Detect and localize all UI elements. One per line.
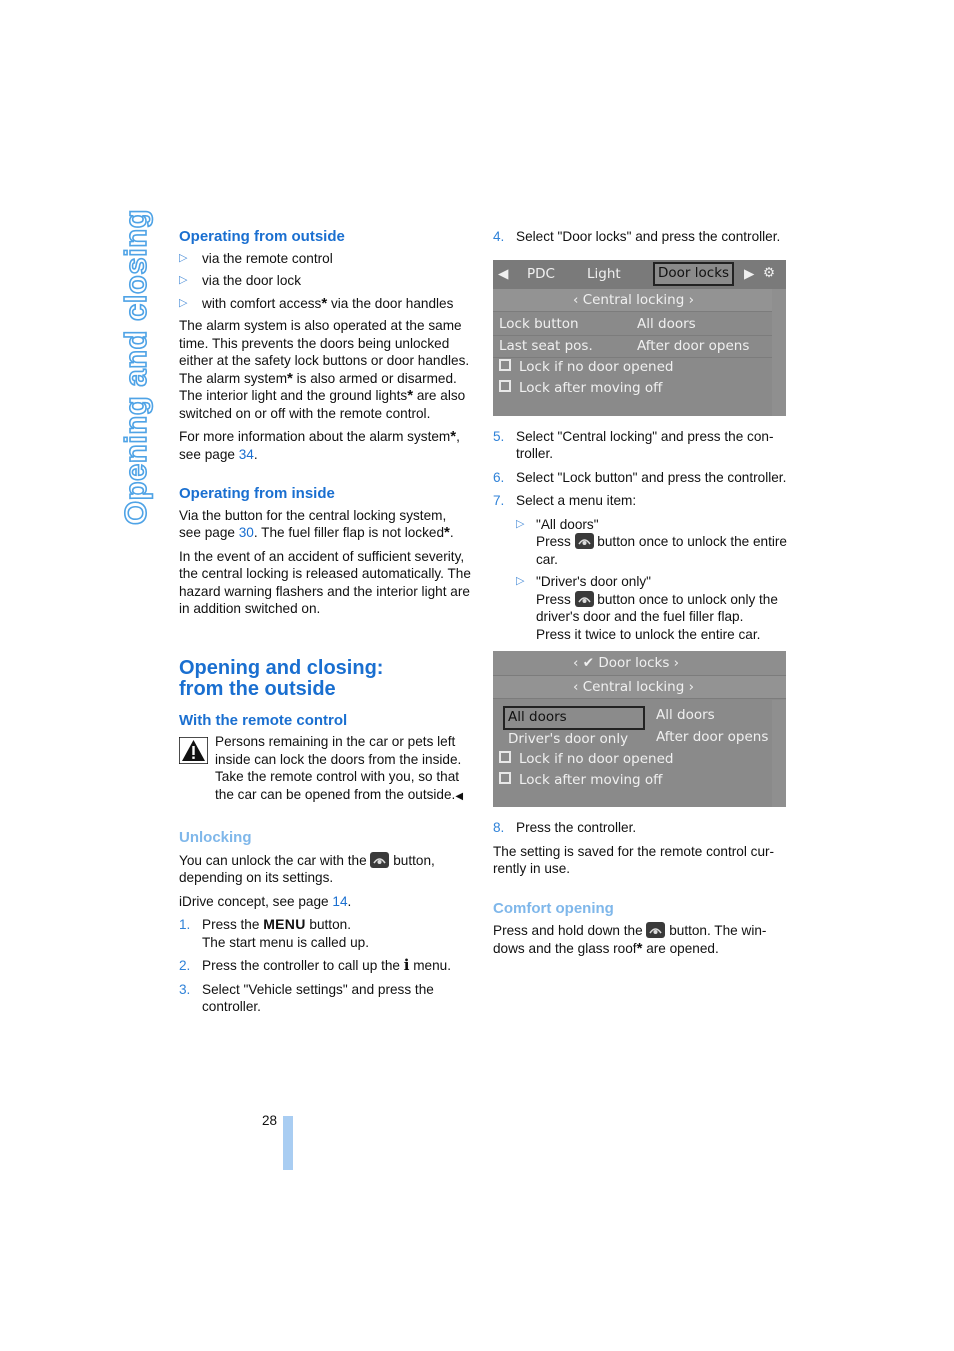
end-mark-icon: ◀: [455, 790, 464, 802]
screen-row[interactable]: Lock button All doors: [493, 313, 786, 336]
unlock-key-icon: [575, 533, 594, 549]
screen-scrollbar: [772, 289, 786, 416]
screen-scrollbar: [772, 700, 786, 807]
idrive-paragraph: iDrive concept, see page 14.: [179, 893, 352, 909]
step-item: 8. Press the controller.: [493, 820, 637, 835]
alarm-paragraph: The alarm system is also operated at the same time. This prevents the doors being unlocked either at the safety lock buttons or door handles. The alarm system* is also armed or disarmed. The interior light and the ground lights* are also switched on or off with the remote control.: [179, 318, 470, 421]
step-item: 1. Press the MENU button. The start menu is called up.: [179, 916, 369, 950]
idrive-screen-central-locking: [493, 651, 786, 807]
option-drivers-door-only[interactable]: Driver's door only: [508, 731, 629, 747]
asterisk-icon: *: [636, 939, 643, 957]
page-link-14[interactable]: 14: [332, 893, 348, 909]
alarm-ref-paragraph: For more information about the alarm system*, see page 34.: [179, 428, 460, 462]
right-arrow-icon: ▶: [744, 265, 755, 282]
unlock-key-icon: [575, 591, 594, 607]
comfort-paragraph: Press and hold down the button. The windows and the glass roof* are opened.: [493, 923, 767, 957]
checkbox-icon: [499, 751, 511, 763]
heading-remote-control: With the remote control: [179, 711, 348, 729]
asterisk-icon: *: [450, 428, 457, 445]
idrive-screen-door-locks: [493, 260, 786, 416]
triangle-bullet-icon: ▷: [516, 575, 525, 587]
left-arrow-icon: ◀: [498, 265, 509, 282]
screen-row[interactable]: Last seat pos. After door opens: [493, 335, 786, 358]
unlock-key-icon: [646, 922, 665, 938]
asterisk-icon: *: [407, 387, 414, 404]
tab-door-locks[interactable]: Door locks: [653, 262, 734, 286]
option-item: ▷ "All doors" Press button once to unlock the entire car.: [516, 516, 787, 567]
page-tab-bar: [283, 1116, 293, 1170]
menu-button-icon: MENU: [263, 916, 306, 932]
triangle-bullet-icon: ▷: [179, 251, 188, 264]
chapter-side-tab: Opening and closing: [118, 208, 153, 525]
checkbox-icon: [499, 380, 511, 392]
page-link-30[interactable]: 30: [238, 525, 254, 540]
tab-pdc[interactable]: PDC: [527, 265, 555, 282]
info-i-icon: i: [403, 956, 410, 974]
checkbox-row[interactable]: Lock after moving off: [493, 377, 786, 399]
inside-paragraph: Via the button for the central locking system, see page 30. The fuel filler flap is not locked*.: [179, 507, 454, 541]
checkbox-row[interactable]: Lock if no door opened: [493, 356, 786, 378]
section-title: Opening and closing: from the outside: [179, 656, 384, 700]
list-item: ▷ via the remote control: [179, 250, 333, 266]
step-item: 2. Press the controller to call up the i menu.: [179, 956, 452, 974]
option-item: ▷ "Driver's door only" Press button once to unlock only the driver's door and the fuel filler flap. Press it twice to unlock the entire car.: [516, 574, 778, 642]
warning-triangle-icon: [179, 737, 208, 764]
triangle-bullet-icon: ▷: [179, 274, 188, 286]
asterisk-icon: *: [287, 369, 293, 387]
submenu-bar[interactable]: ‹ Central locking ›: [493, 289, 786, 312]
left-column: [179, 228, 471, 1022]
unlock-key-icon: [370, 852, 389, 868]
submenu-central-locking: Central locking: [582, 291, 685, 308]
car-icon: ✔: [582, 655, 595, 671]
heading-comfort-opening: Comfort opening: [493, 899, 614, 917]
accident-paragraph: In the event of an accident of sufficient severity, the central locking is released automatically. The hazard warning flashers and the interior light are in addition switched on.: [179, 548, 471, 616]
warning-note: Persons remaining in the car or pets left inside can lock the doors from the inside. Take the remote control with you, so that the car can be opened from the outside.◀: [179, 733, 471, 805]
triangle-bullet-icon: ▷: [516, 517, 525, 530]
submenu-bar[interactable]: ‹ Central locking ›: [493, 676, 786, 699]
page-number: 28: [262, 1113, 278, 1128]
asterisk-icon: *: [321, 294, 328, 312]
step-item: 7. Select a menu item:: [493, 493, 637, 508]
screen-tab-bar: [493, 260, 786, 289]
heading-operating-outside: Operating from outside: [179, 228, 345, 245]
heading-unlocking: Unlocking: [179, 829, 252, 846]
triangle-bullet-icon: ▷: [179, 296, 188, 309]
step-item: 5. Select "Central locking" and press the controller.: [493, 428, 774, 461]
saved-paragraph: The setting is saved for the remote control currently in use.: [493, 843, 775, 876]
step-item: 4. Select "Door locks" and press the controller.: [493, 229, 781, 244]
list-item: ▷ via the door lock: [179, 273, 301, 288]
unlock-paragraph: You can unlock the car with the button, depending on its settings.: [179, 852, 435, 885]
checkbox-icon: [499, 772, 511, 784]
heading-operating-inside: Operating from inside: [179, 485, 335, 502]
tab-light[interactable]: Light: [587, 265, 621, 282]
option-list[interactable]: All doors Driver's door only All doors After door opens: [493, 704, 786, 748]
page-link-34[interactable]: 34: [238, 446, 254, 462]
checkbox-row[interactable]: Lock after moving off: [493, 769, 786, 791]
right-column: [493, 228, 788, 963]
step-item: 3. Select "Vehicle settings" and press the controller.: [179, 981, 434, 1014]
step-item: 6. Select "Lock button" and press the controller.: [493, 469, 787, 485]
list-item: ▷ with comfort access* via the door handles: [179, 294, 454, 312]
screen-header: ‹ ✔ Door locks ›: [493, 651, 786, 676]
checkbox-icon: [499, 359, 511, 371]
option-all-doors[interactable]: All doors: [503, 706, 645, 730]
asterisk-icon: *: [444, 524, 450, 541]
checkbox-row[interactable]: Lock if no door opened: [493, 748, 786, 770]
settings-icon: ⚙: [763, 264, 776, 281]
